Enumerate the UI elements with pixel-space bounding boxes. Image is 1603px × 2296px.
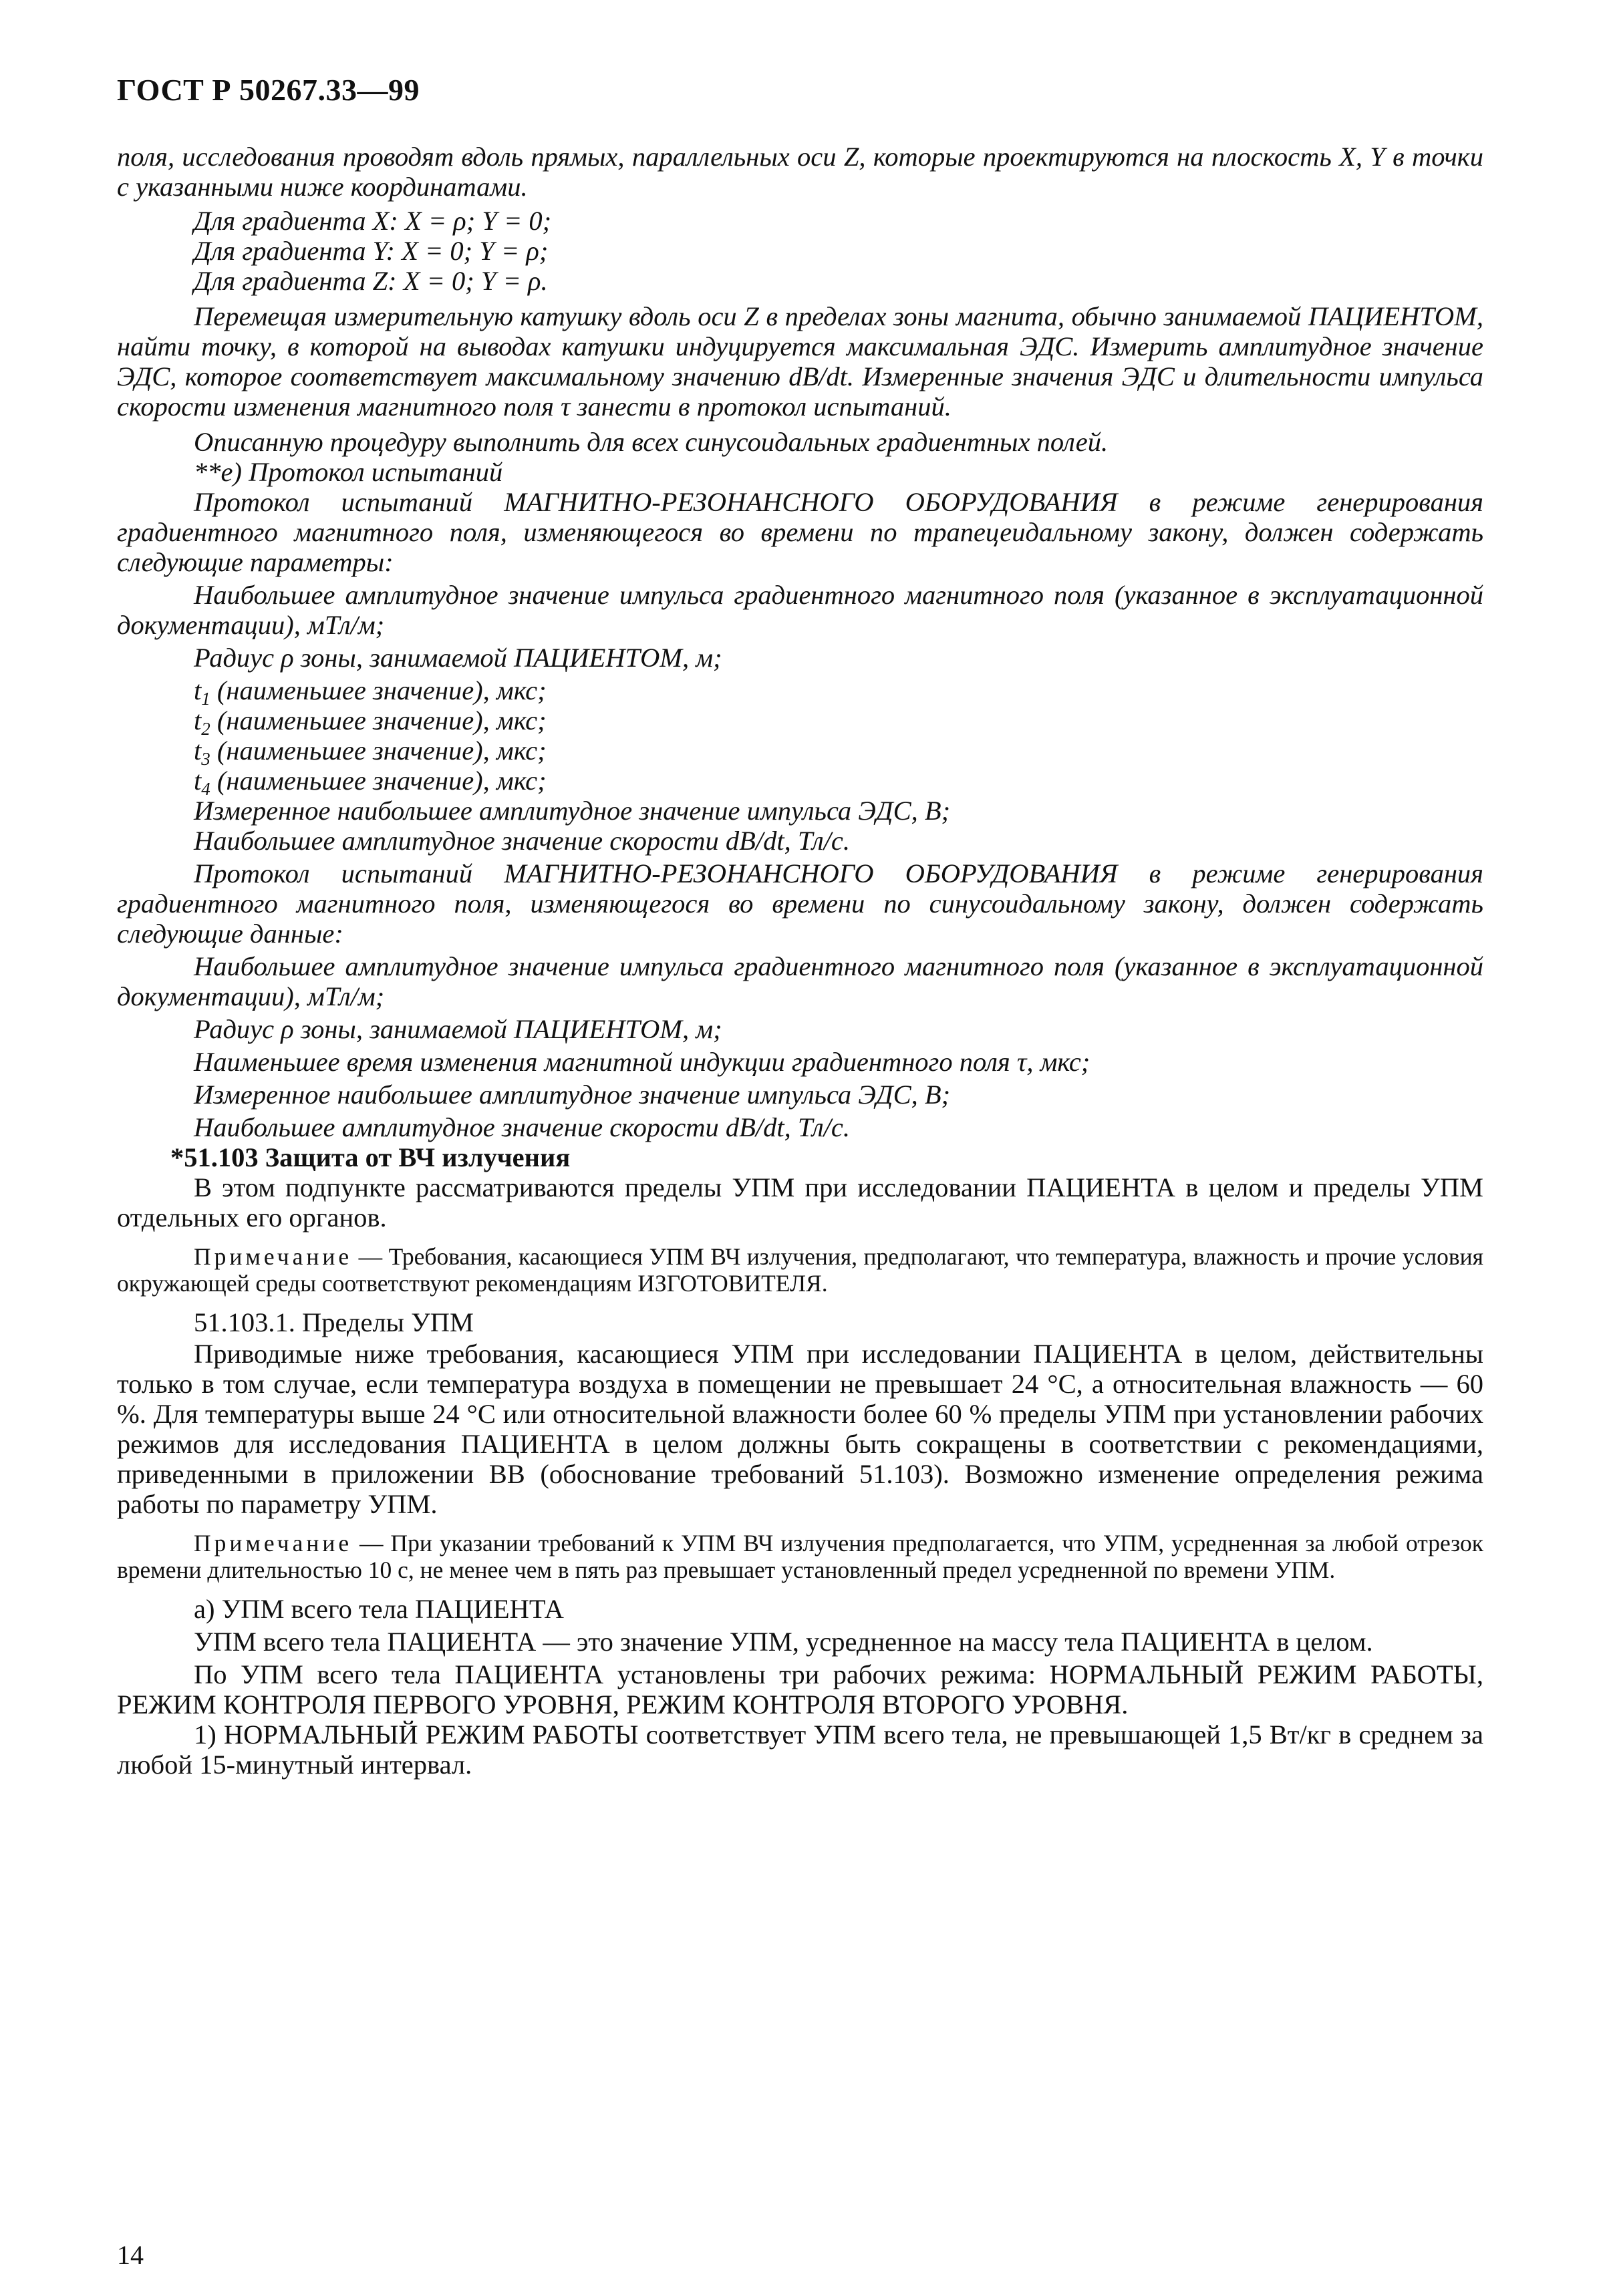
list-item: Наибольшее амплитудное значение импульса градиентного магнитного поля (указанное в эксплуатационной документации), мТл/м;	[117, 951, 1483, 1011]
list-heading: а) УПМ всего тела ПАЦИЕНТА	[194, 1594, 564, 1624]
note-text: — При указании требований к УПМ ВЧ излучения предполагается, что УПМ, усредненная за любой отрезок времени длительностью 10 с, не менее чем в пять раз превышает установленный предел усредненной по времени УПМ.	[117, 1530, 1483, 1583]
page-number: 14	[117, 2240, 144, 2270]
paragraph: Описанную процедуру выполнить для всех синусоидальных градиентных полей.	[194, 427, 1109, 457]
formula-line: Для градиента X: X = ρ; Y = 0;	[194, 206, 552, 236]
paragraph: 1) НОРМАЛЬНЫЙ РЕЖИМ РАБОТЫ соответствует УПМ всего тела, не превышающей 1,5 Вт/кг в среднем за любой 15-минутный интервал.	[117, 1719, 1483, 1780]
symbol-t: t	[194, 735, 202, 766]
subsection-heading: 51.103.1. Пределы УПМ	[194, 1307, 474, 1337]
list-item: Измеренное наибольшее амплитудное значение импульса ЭДС, В;	[194, 1080, 951, 1110]
symbol-t: t	[194, 675, 202, 705]
formula-line: Для градиента Z: X = 0; Y = ρ.	[194, 266, 548, 296]
note-label: Примечание	[194, 1530, 353, 1556]
list-item-text: (наименьшее значение), мкс;	[210, 705, 547, 735]
section-heading: *51.103 Защита от ВЧ излучения	[170, 1142, 571, 1172]
note-text: — Требования, касающиеся УПМ ВЧ излучения, предполагают, что температура, влажность и прочие условия окружающей среды соответствуют рекомендациям ИЗГОТОВИТЕЛЯ.	[117, 1243, 1483, 1297]
paragraph: Протокол испытаний МАГНИТНО-РЕЗОНАНСНОГО ОБОРУДОВАНИЯ в режиме генерирования градиентного магнитного поля, изменяющегося во времени по трапецеидальному закону, должен содержать следующие параметры:	[117, 487, 1483, 577]
formula-line: Для градиента Y: X = 0; Y = ρ;	[194, 236, 549, 266]
list-item	[117, 675, 1483, 709]
note-label: Примечание	[194, 1243, 353, 1270]
paragraph: поля, исследования проводят вдоль прямых, параллельных оси Z, которые проектируются на плоскость X, Y в точки с указанными ниже координатами.	[117, 142, 1483, 202]
symbol-t: t	[194, 705, 202, 735]
list-item: Измеренное наибольшее амплитудное значение импульса ЭДС, В;	[194, 796, 951, 826]
note	[117, 1243, 1483, 1297]
note	[117, 1530, 1483, 1583]
list-item-text: (наименьшее значение), мкс;	[210, 766, 547, 796]
list-item-text: (наименьшее значение), мкс;	[210, 735, 547, 766]
paragraph: По УПМ всего тела ПАЦИЕНТА установлены три рабочих режима: НОРМАЛЬНЫЙ РЕЖИМ РАБОТЫ, РЕЖИМ КОНТРОЛЯ ПЕРВОГО УРОВНЯ, РЕЖИМ КОНТРОЛЯ ВТОРОГО УРОВНЯ.	[117, 1659, 1483, 1719]
paragraph: Протокол испытаний МАГНИТНО-РЕЗОНАНСНОГО ОБОРУДОВАНИЯ в режиме генерирования градиентного магнитного поля, изменяющегося во времени по синусоидальному закону, должен содержать следующие данные:	[117, 858, 1483, 949]
paragraph: В этом подпункте рассматриваются пределы УПМ при исследовании ПАЦИЕНТА в целом и пределы УПМ отдельных его органов.	[117, 1172, 1483, 1233]
paragraph: Приводимые ниже требования, касающиеся УПМ при исследовании ПАЦИЕНТА в целом, действительны только в том случае, если температура воздуха в помещении не превышает 24 °С, а относительная влажность — 60 %. Для температуры выше 24 °С или относительной влажности более 60 % пределы УПМ при установлении рабочих режимов для исследования ПАЦИЕНТА в целом должны быть сокращены в соответствии с рекомендациями, приведенными в приложении ВВ (обоснование требований 51.103). Возможно изменение определения режима работы по параметру УПМ.	[117, 1339, 1483, 1519]
paragraph: УПМ всего тела ПАЦИЕНТА — это значение УПМ, усредненное на массу тела ПАЦИЕНТА в целом.	[194, 1627, 1373, 1657]
list-item: Наименьшее время изменения магнитной индукции градиентного поля τ, мкс;	[194, 1047, 1090, 1077]
list-item	[117, 705, 1483, 739]
subscript: 3	[201, 749, 210, 769]
document-header: ГОСТ Р 50267.33—99	[117, 73, 420, 107]
list-item: Наибольшее амплитудное значение импульса градиентного магнитного поля (указанное в эксплуатационной документации), мТл/м;	[117, 580, 1483, 640]
list-item: Радиус ρ зоны, занимаемой ПАЦИЕНТОМ, м;	[194, 1014, 722, 1044]
list-item	[117, 735, 1483, 769]
document-body	[117, 142, 1483, 1780]
section-heading: **е) Протокол испытаний	[194, 457, 503, 487]
list-item	[117, 766, 1483, 799]
paragraph: Перемещая измерительную катушку вдоль оси Z в пределах зоны магнита, обычно занимаемой ПАЦИЕНТОМ, найти точку, в которой на выводах катушки индуцируется максимальная ЭДС. Измерить амплитудное значение ЭДС, которое соответствует максимальному значению dB/dt. Измеренные значения ЭДС и длительности импульса скорости изменения магнитного поля τ занести в протокол испытаний.	[117, 301, 1483, 422]
subscript: 2	[201, 719, 210, 739]
subscript: 1	[201, 689, 210, 709]
list-item: Наибольшее амплитудное значение скорости dB/dt, Тл/с.	[194, 1112, 850, 1142]
subscript: 4	[201, 779, 210, 799]
list-item: Наибольшее амплитудное значение скорости dB/dt, Тл/с.	[194, 826, 850, 856]
list-item: Радиус ρ зоны, занимаемой ПАЦИЕНТОМ, м;	[194, 643, 722, 673]
symbol-t: t	[194, 766, 202, 796]
list-item-text: (наименьшее значение), мкс;	[210, 675, 547, 705]
